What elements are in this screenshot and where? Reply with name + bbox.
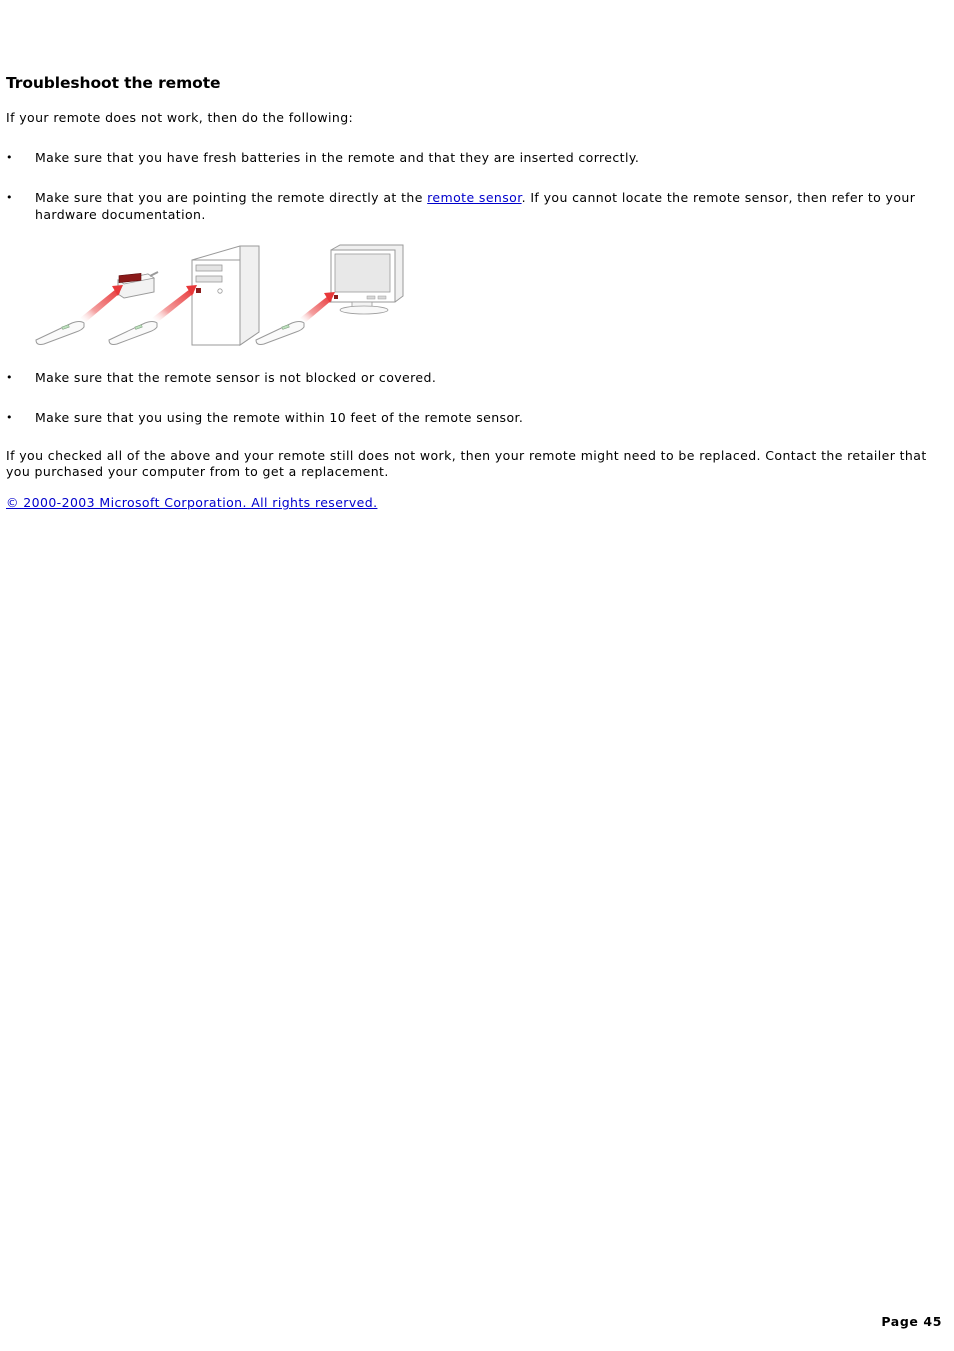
monitor-icon: [331, 245, 403, 314]
bullet-icon: •: [6, 191, 13, 204]
closing-paragraph: If you checked all of the above and your remote still does not work, then your remote might need to be replaced. Contact the retailer that you purchased your computer from to get a replacement.: [6, 448, 927, 479]
remote-sensor-illustration: [30, 240, 410, 354]
remote-sensor-link[interactable]: remote sensor: [427, 190, 522, 205]
list-item-text-part: . If you cannot locate the remote sensor, then refer to your hardware documentation.: [35, 190, 916, 222]
list-item-text-part: Make sure that you are pointing the remote directly at the: [35, 190, 428, 205]
pc-tower-icon: [192, 246, 259, 345]
intro-text: If your remote does not work, then do the following:: [6, 110, 354, 125]
bullet-icon: •: [6, 151, 13, 164]
remote-control-icon: [256, 322, 304, 345]
bullet-icon: •: [6, 411, 13, 424]
list-item-text: [35, 189, 925, 223]
bullet-icon: •: [6, 371, 13, 384]
remote-control-icon: [36, 322, 84, 345]
list-item-text: Make sure that you have fresh batteries in the remote and that they are inserted correctly.: [35, 150, 640, 165]
list-item-text: Make sure that the remote sensor is not blocked or covered.: [35, 370, 437, 385]
list-item-text: Make sure that you using the remote within 10 feet of the remote sensor.: [35, 410, 524, 425]
page-number: Page 45: [881, 1314, 942, 1329]
usb-sensor-icon: [118, 272, 158, 298]
copyright-link[interactable]: © 2000-2003 Microsoft Corporation. All rights reserved.: [6, 495, 378, 510]
remote-control-icon: [109, 322, 157, 345]
page-title: Troubleshoot the remote: [6, 74, 221, 92]
